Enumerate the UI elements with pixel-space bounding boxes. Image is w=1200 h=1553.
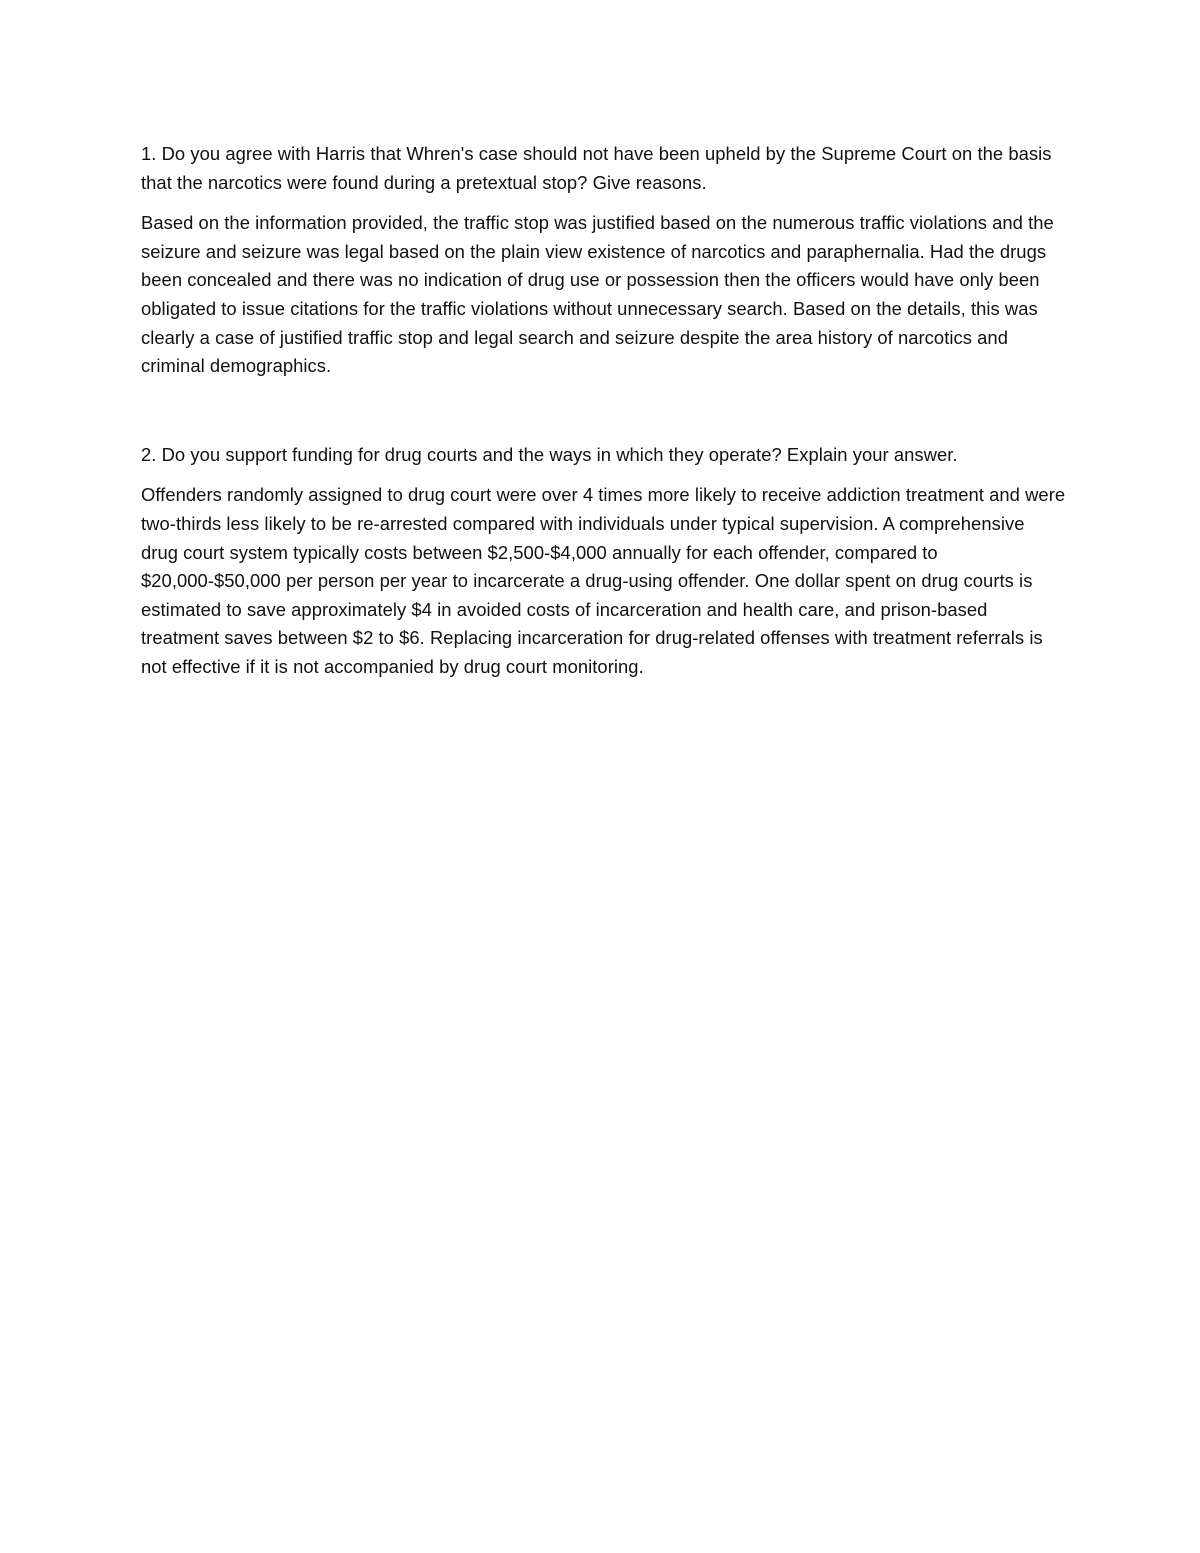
question-1: 1. Do you agree with Harris that Whren's case should not have been upheld by the Supreme Court on the basis that the narcotics were found during a pretextual stop? Give reasons. [141,143,1052,193]
answer-2: Offenders randomly assigned to drug court were over 4 times more likely to receive addiction treatment and were two-thirds less likely to be re-arrested compared with individuals under typical supervision. A comprehensive drug court system typically costs between $2,500-$4,000 annually for each offender, compared to $20,000-$50,000 per person per year to incarcerate a drug-using offender. One dollar spent on drug courts is estimated to save approximately $4 in avoided costs of incarceration and health care, and prison-based treatment saves between $2 to $6. Replacing incarceration for drug-related offenses with treatment referrals is not effective if it is not accompanied by drug court monitoring. [141,484,1066,677]
section-2 [141,441,1066,682]
question-2: 2. Do you support funding for drug courts and the ways in which they operate? Explain your answer. [141,443,958,465]
section-1 [141,140,1066,381]
section-spacer [141,381,1066,441]
answer-1: Based on the information provided, the traffic stop was justified based on the numerous traffic violations and the seizure and seizure was legal based on the plain view existence of narcotics and paraphernalia. Had the drugs been concealed and there was no indication of drug use or possession then the officers would have only been obligated to issue citations for the traffic violations without unnecessary search. Based on the details, this was clearly a case of justified traffic stop and legal search and seizure despite the area history of narcotics and criminal demographics. [141,212,1054,377]
document-content [141,140,1066,682]
